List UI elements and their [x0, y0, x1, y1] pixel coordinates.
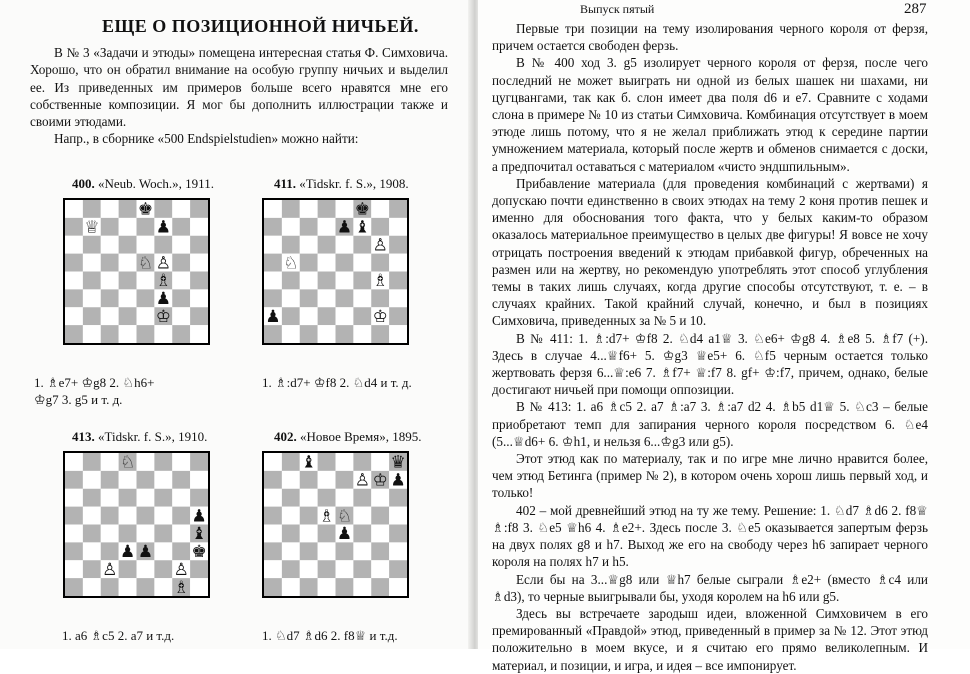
dark-square	[154, 200, 172, 218]
light-square	[264, 453, 282, 471]
light-square	[389, 289, 407, 307]
chess-piece: ♛	[390, 453, 406, 473]
dark-square	[371, 254, 389, 272]
dark-square	[119, 489, 137, 507]
light-square	[300, 236, 318, 254]
chess-piece: ♗	[173, 577, 189, 596]
light-square	[154, 507, 172, 525]
light-square	[389, 325, 407, 343]
chess-board	[63, 451, 210, 598]
dark-square	[154, 525, 172, 543]
dark-square	[190, 272, 208, 290]
dark-square	[300, 254, 318, 272]
light-square	[83, 289, 101, 307]
dark-square	[172, 471, 190, 489]
light-square	[119, 289, 137, 307]
light-square	[318, 578, 336, 596]
light-square	[336, 560, 354, 578]
light-square	[190, 325, 208, 343]
dark-square	[389, 307, 407, 325]
dark-square	[101, 325, 119, 343]
dark-square	[389, 272, 407, 290]
light-square	[300, 525, 318, 543]
chess-piece: ♘	[137, 253, 154, 274]
dark-square	[65, 218, 83, 236]
chess-piece: ♕	[84, 217, 100, 238]
light-square	[371, 200, 389, 218]
dark-square	[300, 542, 318, 560]
light-square	[300, 272, 318, 290]
chess-board	[63, 198, 210, 345]
dark-square	[353, 453, 371, 471]
light-square	[101, 272, 119, 290]
chess-piece: ♟	[390, 470, 406, 491]
dark-square	[336, 289, 354, 307]
dark-square	[154, 236, 172, 254]
light-square	[318, 325, 336, 343]
light-square	[353, 289, 371, 307]
dark-square	[119, 236, 137, 254]
dark-square	[371, 578, 389, 596]
light-square	[389, 507, 407, 525]
body-paragraph: В № 413: 1. a6 ♗c5 2. a7 ♗:a7 3. ♗:a7 d2 4. ♗b5 d1♕ 5. ♘c3 – белые приобретают темп для запирания черного короля посредством 6. ♘e4 (5...♕d6+ 6. ♔h1, и нельзя 6...♔g3 или g5).	[492, 399, 928, 449]
dark-square	[119, 307, 137, 325]
dark-square	[137, 218, 155, 236]
light-square	[371, 525, 389, 543]
light-square	[65, 200, 83, 218]
dark-square	[101, 507, 119, 525]
light-square	[300, 307, 318, 325]
intro-paragraph: В № 3 «Задачи и этюды» помещена интересная статья Ф. Симховича. Хорошо, что он обратил внимание на особую группу ничьих и выделил ее. Из приведенных им примеров больше всего нравятся мне его собственные композиции. Я мог бы дополнить иллюстрации также и своими этюдами.	[30, 45, 448, 130]
dark-square	[65, 289, 83, 307]
dark-square	[264, 471, 282, 489]
dark-square	[65, 507, 83, 525]
dark-square	[65, 254, 83, 272]
light-square	[83, 542, 101, 560]
chess-piece: ♙	[372, 235, 388, 256]
chess-piece: ♟	[336, 217, 353, 238]
dark-square	[336, 254, 354, 272]
light-square	[65, 453, 83, 471]
dark-square	[353, 489, 371, 507]
chess-piece: ♟	[155, 289, 171, 310]
light-square	[137, 453, 155, 471]
light-square	[101, 525, 119, 543]
dark-square	[119, 200, 137, 218]
intro-text	[30, 44, 448, 148]
chess-piece: ♙	[354, 470, 370, 491]
chess-piece: ♙	[155, 253, 171, 274]
light-square	[172, 489, 190, 507]
dark-square	[300, 218, 318, 236]
dark-square	[137, 507, 155, 525]
diagram-solution: 1. ♗e7+ ♔g8 2. ♘h6+ ♔g7 3. g5 и т. д.	[34, 375, 155, 407]
dark-square	[154, 560, 172, 578]
body-paragraph: Здесь вы встречаете зародыш идеи, вложенной Симховичем в его премированный «Правдой» этюд, приведенный в пример за № 12. Этот этюд положительно в моем вкусе, и я считаю его прямо великолепным. И материал, и позиции, и игра, и идея – все импонирует.	[492, 605, 928, 673]
dark-square	[172, 254, 190, 272]
dark-square	[264, 289, 282, 307]
chess-piece: ♘	[283, 253, 299, 274]
chess-piece: ♟	[137, 542, 154, 563]
light-square	[282, 218, 300, 236]
chess-piece: ♟	[336, 524, 353, 545]
light-square	[190, 218, 208, 236]
dark-square	[282, 272, 300, 290]
dark-square	[282, 236, 300, 254]
dark-square	[137, 471, 155, 489]
light-square	[83, 254, 101, 272]
light-square	[154, 325, 172, 343]
light-square	[336, 272, 354, 290]
dark-square	[83, 236, 101, 254]
dark-square	[119, 560, 137, 578]
light-square	[65, 307, 83, 325]
dark-square	[318, 560, 336, 578]
dark-square	[318, 272, 336, 290]
light-square	[300, 489, 318, 507]
chess-board	[262, 198, 409, 345]
dark-square	[318, 307, 336, 325]
light-square	[172, 236, 190, 254]
light-square	[119, 218, 137, 236]
light-square	[190, 254, 208, 272]
board-grid	[65, 453, 208, 596]
light-square	[154, 542, 172, 560]
dark-square	[65, 325, 83, 343]
dark-square	[101, 254, 119, 272]
light-square	[282, 289, 300, 307]
chess-piece: ♔	[155, 306, 171, 327]
dark-square	[83, 272, 101, 290]
dark-square	[300, 507, 318, 525]
chess-board	[262, 451, 409, 598]
diagram-solution: 1. a6 ♗c5 2. a7 и т.д.	[62, 628, 175, 643]
dark-square	[83, 525, 101, 543]
light-square	[65, 489, 83, 507]
chess-piece: ♝	[301, 453, 317, 473]
chess-piece: ♗	[155, 271, 171, 292]
chess-piece: ♘	[336, 506, 353, 527]
light-square	[137, 560, 155, 578]
dark-square	[172, 325, 190, 343]
chess-piece: ♝	[191, 524, 207, 545]
light-square	[101, 307, 119, 325]
light-square	[172, 272, 190, 290]
dark-square	[154, 489, 172, 507]
light-square	[282, 325, 300, 343]
light-square	[353, 325, 371, 343]
dark-square	[389, 560, 407, 578]
light-square	[119, 578, 137, 596]
dark-square	[353, 525, 371, 543]
chess-piece: ♚	[191, 542, 207, 563]
chess-piece: ♙	[102, 559, 118, 580]
dark-square	[371, 325, 389, 343]
dark-square	[282, 200, 300, 218]
dark-square	[389, 200, 407, 218]
dark-square	[318, 200, 336, 218]
dark-square	[353, 272, 371, 290]
light-square	[101, 489, 119, 507]
dark-square	[371, 542, 389, 560]
light-square	[300, 560, 318, 578]
dark-square	[190, 560, 208, 578]
light-square	[353, 254, 371, 272]
light-square	[336, 453, 354, 471]
intro-paragraph: Напр., в сборнике «500 Endspielstudien» можно найти:	[54, 131, 359, 147]
dark-square	[336, 578, 354, 596]
light-square	[264, 236, 282, 254]
light-square	[119, 325, 137, 343]
board-grid	[65, 200, 208, 343]
light-square	[353, 507, 371, 525]
diagram-solution: 1. ♘d7 ♗d6 2. f8♕ и т.д.	[262, 628, 398, 643]
light-square	[119, 254, 137, 272]
light-square	[83, 507, 101, 525]
light-square	[119, 507, 137, 525]
light-square	[137, 272, 155, 290]
light-square	[300, 200, 318, 218]
light-square	[264, 200, 282, 218]
board-grid	[264, 453, 407, 596]
light-square	[353, 542, 371, 560]
dark-square	[154, 453, 172, 471]
light-square	[318, 471, 336, 489]
chess-piece: ♟	[155, 217, 171, 238]
light-square	[137, 307, 155, 325]
light-square	[172, 453, 190, 471]
light-square	[371, 560, 389, 578]
article-title: ЕЩЕ О ПОЗИЦИОННОЙ НИЧЬЕЙ.	[102, 16, 419, 36]
light-square	[389, 218, 407, 236]
dark-square	[318, 236, 336, 254]
body-paragraph: Прибавление материала (для проведения комбинаций с жертвами) я допускаю почти единственно в своих этюдах на тему 2 коня против пешек и именно для обоснования того факта, что у белых каким-то образом оказалось материальное преимущество в целых две фигуры! Я вовсе не хочу отрицать построения введений к этюдам прибавкой фигур, обреченных на размен или на жертву, но рекомендую употреблять этот способ углубления темы в таких лишь случаях, когда другие способы отсутствуют, т. е. – в случаях крайних. Такой крайний случай, конечно, и был в позициях Симховича, приведенных за № 5 и 10.	[492, 175, 928, 329]
dark-square	[172, 507, 190, 525]
light-square	[318, 254, 336, 272]
dark-square	[389, 236, 407, 254]
chess-piece: ♚	[137, 200, 154, 220]
dark-square	[300, 471, 318, 489]
dark-square	[282, 489, 300, 507]
diagram-caption: 402. «Новое Время», 1895.	[274, 429, 422, 444]
dark-square	[83, 560, 101, 578]
light-square	[264, 272, 282, 290]
dark-square	[371, 507, 389, 525]
dark-square	[190, 489, 208, 507]
dark-square	[264, 325, 282, 343]
light-square	[137, 489, 155, 507]
dark-square	[264, 578, 282, 596]
dark-square	[119, 525, 137, 543]
dark-square	[282, 560, 300, 578]
dark-square	[264, 507, 282, 525]
dark-square	[83, 489, 101, 507]
dark-square	[264, 542, 282, 560]
light-square	[282, 507, 300, 525]
dark-square	[318, 489, 336, 507]
light-square	[65, 236, 83, 254]
dark-square	[300, 325, 318, 343]
chess-piece: ♟	[191, 506, 207, 527]
dark-square	[83, 200, 101, 218]
light-square	[101, 453, 119, 471]
diagram-solution: 1. ♗:d7+ ♔f8 2. ♘d4 и т. д.	[262, 375, 412, 390]
light-square	[65, 272, 83, 290]
light-square	[154, 578, 172, 596]
light-square	[318, 289, 336, 307]
dark-square	[282, 453, 300, 471]
light-square	[336, 200, 354, 218]
dark-square	[137, 578, 155, 596]
dark-square	[371, 218, 389, 236]
dark-square	[83, 307, 101, 325]
running-head: Выпуск пятый	[580, 2, 655, 16]
light-square	[65, 525, 83, 543]
dark-square	[336, 542, 354, 560]
dark-square	[353, 307, 371, 325]
light-square	[101, 236, 119, 254]
body-paragraph: 402 – мой древнейший этюд на ту же тему. Решение: 1. ♘d7 ♗d6 2. f8♕ ♗:f8 3. ♘e5 ♕h6 4. ♗e2+. Здесь после 3. ♘e5 оказывается запертым ферзь на двух полях g8 и h7. Выход же его на свободу через h6 запирает черного короля на полях h7 и h5.	[492, 502, 928, 570]
dark-square	[65, 471, 83, 489]
right-page-text	[492, 20, 928, 674]
dark-square	[282, 525, 300, 543]
dark-square	[190, 453, 208, 471]
light-square	[172, 307, 190, 325]
light-square	[282, 578, 300, 596]
light-square	[371, 453, 389, 471]
page-number: 287	[904, 1, 927, 17]
light-square	[172, 525, 190, 543]
light-square	[318, 218, 336, 236]
dark-square	[318, 525, 336, 543]
light-square	[83, 325, 101, 343]
light-square	[101, 200, 119, 218]
dark-square	[101, 289, 119, 307]
light-square	[172, 200, 190, 218]
dark-square	[172, 289, 190, 307]
dark-square	[65, 578, 83, 596]
dark-square	[318, 453, 336, 471]
body-paragraph: Этот этюд как по материалу, так и по игре мне лично нравится более, чем этюд Бетинга (пример № 2), в котором очень хорош лишь первый ход, и только!	[492, 451, 928, 501]
light-square	[119, 471, 137, 489]
dark-square	[371, 289, 389, 307]
body-paragraph: В № 411: 1. ♗:d7+ ♔f8 2. ♘d4 a1♕ 3. ♘e6+ ♔g8 4. ♗e8 5. ♗f7 (+). Здесь в случае 4...♕f6+ 5. ♔g3 ♕e5+ 6. ♘f5 черным остается только жертвовать ферзя 6...♕:e6 7. ♗f7+ ♕:f7 8. gf+ ♔:f7, причем, однако, белые достигают ничьей при помощи оппозиции.	[492, 330, 928, 398]
chess-piece: ♗	[372, 271, 388, 292]
dark-square	[389, 525, 407, 543]
dark-square	[190, 307, 208, 325]
dark-square	[353, 236, 371, 254]
dark-square	[101, 218, 119, 236]
diagram-caption: 413. «Tidskr. f. S.», 1910.	[72, 429, 208, 444]
dark-square	[353, 560, 371, 578]
dark-square	[101, 471, 119, 489]
dark-square	[300, 578, 318, 596]
dark-square	[83, 453, 101, 471]
dark-square	[119, 272, 137, 290]
dark-square	[172, 218, 190, 236]
dark-square	[264, 254, 282, 272]
body-paragraph: Первые три позиции на тему изолирования черного короля от ферзя, причем остается свободен ферзь.	[492, 21, 928, 54]
chess-piece: ♔	[372, 470, 388, 491]
dark-square	[137, 289, 155, 307]
board-grid	[264, 200, 407, 343]
dark-square	[336, 325, 354, 343]
dark-square	[137, 325, 155, 343]
light-square	[190, 289, 208, 307]
body-paragraph: Если бы на 3...♕g8 или ♕h7 белые сыграли ♗e2+ (вместо ♗c4 или ♗d3), то черные выигрывали бы, уходя королем на h6 или g5.	[492, 571, 928, 604]
chess-piece: ♚	[354, 200, 370, 220]
dark-square	[172, 542, 190, 560]
dark-square	[101, 542, 119, 560]
light-square	[318, 542, 336, 560]
light-square	[190, 578, 208, 596]
light-square	[282, 471, 300, 489]
light-square	[389, 254, 407, 272]
light-square	[264, 489, 282, 507]
diagram-caption: 400. «Neub. Woch.», 1911.	[72, 176, 214, 191]
dark-square	[190, 200, 208, 218]
light-square	[264, 560, 282, 578]
chess-piece: ♘	[119, 453, 136, 473]
light-square	[137, 236, 155, 254]
light-square	[264, 525, 282, 543]
light-square	[190, 471, 208, 489]
dark-square	[300, 289, 318, 307]
light-square	[371, 489, 389, 507]
dark-square	[65, 542, 83, 560]
dark-square	[336, 471, 354, 489]
chess-piece: ♟	[265, 306, 281, 327]
chess-piece: ♗	[318, 506, 335, 527]
dark-square	[101, 578, 119, 596]
light-square	[389, 542, 407, 560]
light-square	[336, 307, 354, 325]
left-page	[0, 0, 470, 649]
chess-piece: ♙	[173, 559, 189, 580]
light-square	[65, 560, 83, 578]
light-square	[83, 578, 101, 596]
diagram-caption: 411. «Tidskr. f. S.», 1908.	[274, 176, 409, 191]
light-square	[336, 489, 354, 507]
dark-square	[264, 218, 282, 236]
chess-piece: ♝	[354, 217, 370, 238]
light-square	[137, 525, 155, 543]
light-square	[83, 471, 101, 489]
dark-square	[282, 307, 300, 325]
light-square	[154, 471, 172, 489]
chess-piece: ♟	[119, 542, 136, 563]
dark-square	[389, 489, 407, 507]
light-square	[282, 542, 300, 560]
dark-square	[190, 236, 208, 254]
light-square	[389, 578, 407, 596]
light-square	[353, 578, 371, 596]
chess-piece: ♔	[372, 306, 388, 327]
body-paragraph: В № 400 ход 3. g5 изолирует черного короля от ферзя, после чего последний не может выиграть ни одной из белых шашек ни шахами, ни цугцвангами, так как б. слон имеет два поля d6 и e7. Сравните с ходами слона в примере № 10 из статьи Симховича. Комбинация отсутствует в моем этюде лишь потому, что я не желал приближать этюд к середине партии умножением материала, который после жертв и обменов снимается с доски, а предпочитал оставаться с материалом «чисто эндшпильным».	[492, 55, 928, 174]
light-square	[336, 236, 354, 254]
